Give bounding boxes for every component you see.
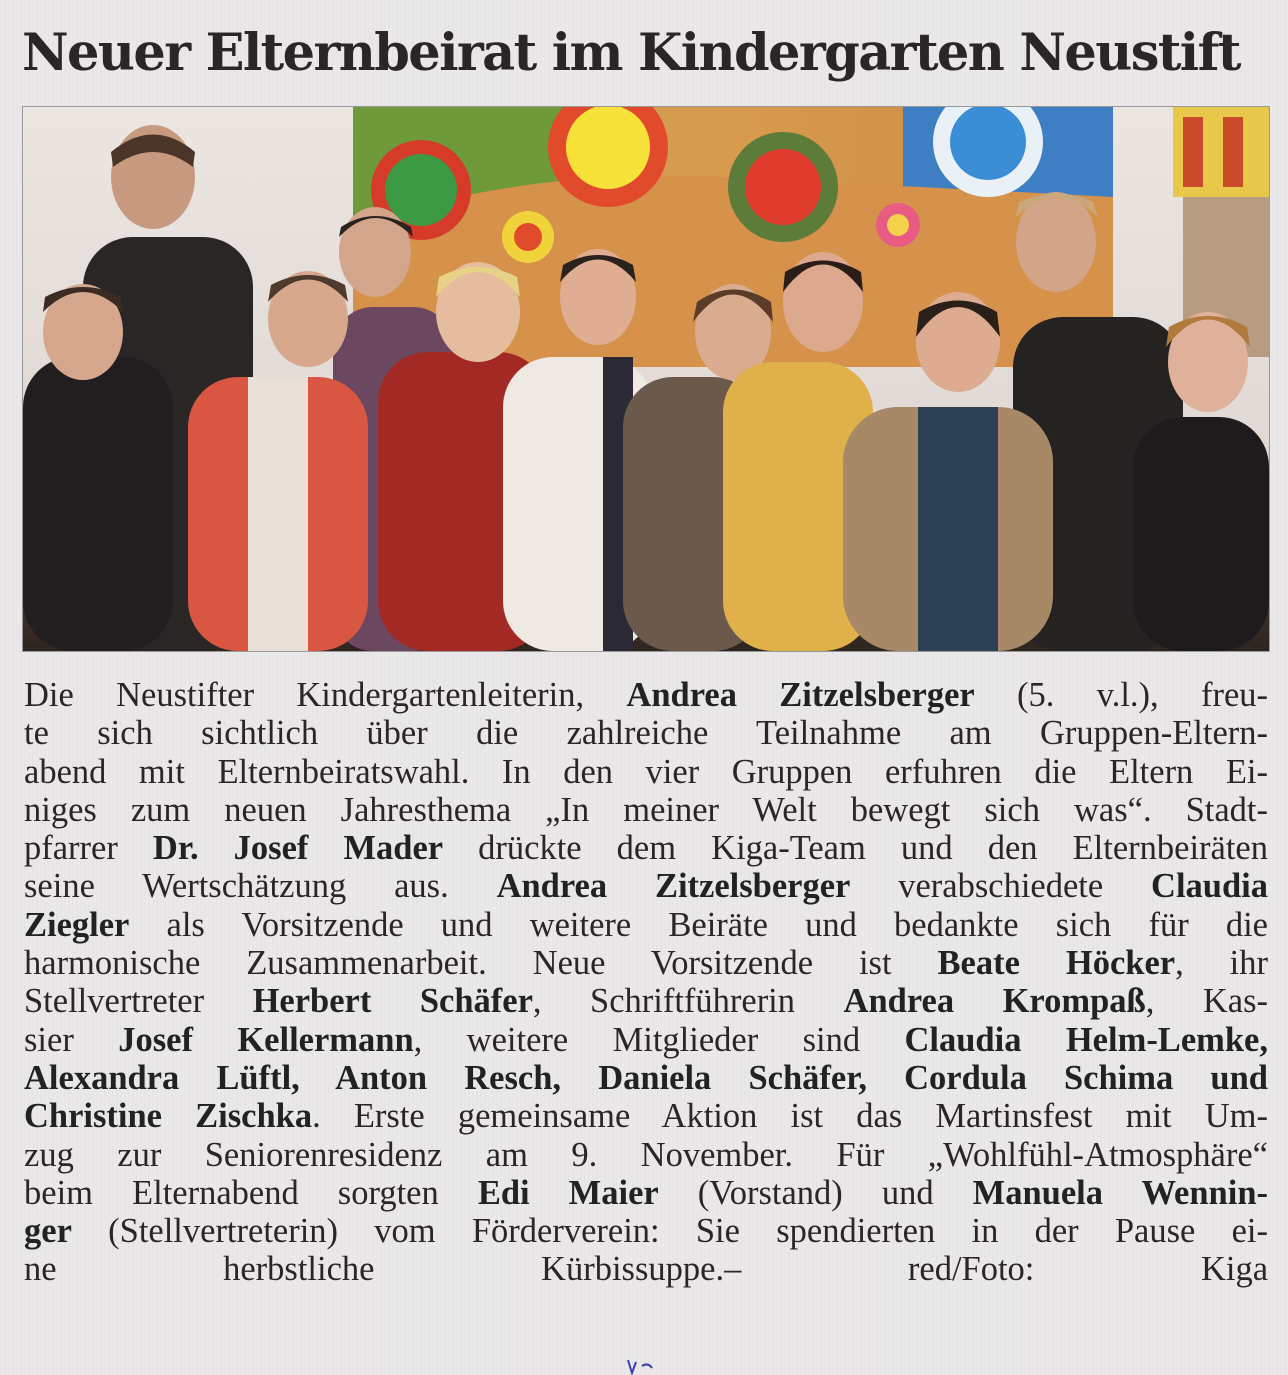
article-line: [24, 944, 1268, 982]
text-segment: , Kas-: [1145, 982, 1268, 1021]
name-highlight: Herbert Schäfer: [252, 982, 533, 1021]
article-line: [24, 714, 1268, 752]
article-line: [24, 753, 1268, 791]
text-segment: harmonische Zusammenarbeit. Neue Vorsitzende ist: [24, 944, 938, 983]
article-line: [24, 1136, 1268, 1174]
name-highlight: Andrea Zitzelsberger: [496, 867, 851, 906]
article-line: [24, 1021, 1268, 1059]
article-line: [24, 829, 1268, 867]
text-segment: te sich sichtlich über die zahlreiche Teilnahme am Gruppen-Eltern-: [24, 714, 1268, 753]
name-highlight: Beate Höcker: [937, 944, 1176, 983]
text-segment: (Stellvertreterin) vom Förderverein: Sie spendierten in der Pause ei-: [71, 1212, 1268, 1251]
ink-mark: [620, 1358, 680, 1375]
text-segment: zug zur Seniorenresidenz am 9. November. Für „Wohlfühl-Atmosphäre“: [24, 1135, 1268, 1174]
text-segment: , weitere Mitglieder sind: [413, 1020, 905, 1059]
text-segment: als Vorsitzende und weitere Beiräte und bedankte sich für die: [129, 905, 1268, 944]
text-segment: niges zum neuen Jahresthema „In meiner Welt bewegt sich was“. Stadt-: [24, 790, 1268, 829]
name-highlight: Andrea Zitzelsberger: [626, 676, 975, 714]
text-segment: , ihr: [1175, 944, 1269, 983]
article-line: [24, 1174, 1268, 1212]
article-last-line: [24, 1250, 1268, 1288]
text-segment: drückte dem Kiga-Team und den Elternbeiräten: [443, 829, 1268, 868]
article-line: [24, 676, 1268, 714]
name-highlight: Edi Maier: [477, 1173, 659, 1212]
text-segment: verabschiedete: [850, 867, 1152, 906]
name-highlight: Christine Zischka: [24, 1097, 313, 1136]
name-highlight: Claudia Helm-Lemke,: [904, 1020, 1268, 1059]
article-line: [24, 1059, 1268, 1097]
text-segment: seine Wertschätzung aus.: [24, 867, 497, 906]
name-highlight: Andrea Krompaß: [843, 982, 1146, 1021]
name-highlight: Manuela Wennin-: [972, 1173, 1268, 1212]
photo-credit: – red/Foto: Kiga: [724, 1250, 1269, 1289]
name-highlight: Dr. Josef Mader: [152, 829, 444, 868]
text-segment: ne herbstliche Kürbissuppe.: [24, 1250, 725, 1289]
text-segment: (Vorstand) und: [658, 1173, 973, 1212]
text-segment: (5. v.l.), freu-: [974, 676, 1268, 714]
article-body: [24, 676, 1268, 1289]
name-highlight: Claudia: [1151, 867, 1269, 906]
text-segment: pfarrer: [24, 829, 153, 868]
headline: Neuer Elternbeirat im Kindergarten Neustift: [22, 23, 1240, 83]
name-highlight: ger: [24, 1212, 72, 1251]
text-segment: , Schriftführerin: [532, 982, 844, 1021]
text-segment: . Erste gemeinsame Aktion ist das Martinsfest mit Um-: [312, 1097, 1268, 1136]
group-photo: [22, 106, 1270, 652]
name-highlight: Josef Kellermann: [118, 1020, 414, 1059]
group-photo-image: [23, 107, 1269, 651]
article-line: [24, 906, 1268, 944]
text-segment: abend mit Elternbeiratswahl. In den vier Gruppen erfuhren die Eltern Ei-: [24, 752, 1268, 791]
article-line: [24, 982, 1268, 1020]
article-line: [24, 791, 1268, 829]
text-segment: Stellvertreter: [24, 982, 253, 1021]
text-segment: sier: [24, 1020, 119, 1059]
article-line: [24, 1097, 1268, 1135]
text-segment: beim Elternabend sorgten: [24, 1173, 478, 1212]
name-highlight: Alexandra Lüftl, Anton Resch, Daniela Schäfer, Cordula Schima und: [24, 1058, 1268, 1097]
text-segment: Die Neustifter Kindergartenleiterin,: [24, 676, 627, 714]
article-line: [24, 1212, 1268, 1250]
article-line: [24, 867, 1268, 905]
name-highlight: Ziegler: [24, 905, 130, 944]
